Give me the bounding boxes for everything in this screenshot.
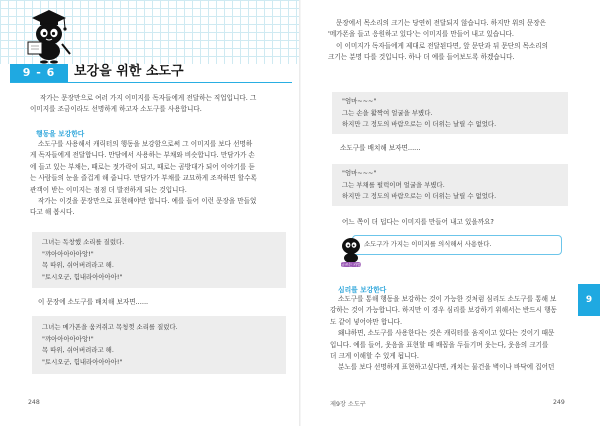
para-line: 분노를 보다 선명하게 표현하고싶다면, 캐치는 물건을 벽이나 바닥에 집어던 bbox=[338, 363, 555, 372]
para-line: 소도구를 통해 행동을 보강하는 것이 가능한 것처럼 심리도 소도구를 통해 보 bbox=[338, 295, 557, 303]
example-line: "엄마~~~" bbox=[342, 97, 377, 105]
example-line: 하지만 그 정도의 바람으로는 이 더위는 날릴 수 없었다. bbox=[342, 120, 497, 129]
section-title: 보강을 위한 소도구 bbox=[74, 64, 184, 79]
subhead-behavior: 행동을 보강한다 bbox=[36, 130, 85, 138]
page-number-left: 248 bbox=[28, 399, 40, 406]
example-box-after-2 bbox=[332, 164, 568, 206]
intro-line: 이미지를 조금이라도 선명하게 하고자 소도구를 사용합니다. bbox=[30, 105, 202, 114]
section-number: 9 - 6 bbox=[10, 64, 68, 82]
example-line: 목 따위, 쉬어버려라고 해. bbox=[42, 346, 114, 355]
example-line: 그녀는 독창했 소리를 질렀다. bbox=[42, 238, 125, 246]
intro-paragraph bbox=[30, 93, 286, 116]
para-line: 도 같이 넣어야만 합니다. bbox=[330, 317, 403, 326]
para-line: 더 크게 이해할 수 있게 됩니다. bbox=[330, 352, 420, 361]
paragraph-top bbox=[328, 18, 590, 64]
example-line: "토시오군, 힘내라아아아아!" bbox=[42, 272, 123, 281]
para-line: 문장에서 목소리의 크기는 당연히 전달되지 않습니다. 하지만 위의 문장은 bbox=[336, 19, 546, 27]
question-text: 어느 쪽이 더 덥다는 이미지를 만들어 내고 있을까요? bbox=[342, 218, 494, 226]
para-line: 에 들고 있는 부채는, 때로는 젓가락이 되고, 때로는 곰방대가 되어 이야기를 듣 bbox=[30, 162, 255, 171]
example-line: 하지만 그 정도의 바람으로는 이 더위는 날릴 수 없었다. bbox=[342, 192, 497, 201]
subhead-mind: 심리를 보강한다 bbox=[338, 286, 387, 294]
para-line: 이 이미지가 독자들에게 제대로 전달된다면, 앞 문단과 뒤 문단의 목소리의 bbox=[336, 41, 549, 50]
para-line: 입니다. 예를 들어, 웃음을 표현할 때 배꼽을 두들기며 웃는다, 웃음의 크기를 bbox=[330, 340, 549, 349]
para-line: 다고 해 봅시다. bbox=[30, 208, 75, 217]
paragraph-behavior bbox=[30, 139, 290, 219]
para-line: 게 독자들에게 전달합니다. 만담에서 사용하는 부채와 비슷합니다. 만담가가 손 bbox=[30, 151, 255, 160]
example-line: "꺄아아아아아앙!" bbox=[42, 334, 94, 343]
connector-text-2: 소도구를 배치해 보자면...... bbox=[340, 144, 421, 152]
example-line: 그는 손을 활짝여 얼굴을 부볐다. bbox=[342, 108, 433, 117]
example-line: 그는 부채를 펄럭이며 얼굴을 부볐다. bbox=[342, 180, 445, 189]
para-line: 강하는 것이 가능합니다. 하지만 이 경우 심리를 보강하기 위해서는 반드시 행동 bbox=[330, 306, 557, 315]
mascot-label: 글쓰는 카멜 bbox=[341, 262, 361, 267]
example-line: 목 따위, 쉬어버려라고 해. bbox=[42, 261, 114, 270]
example-box-before-2 bbox=[332, 92, 568, 134]
paragraph-mind bbox=[330, 294, 576, 374]
footer-chapter-label: 제9장 소도구 bbox=[330, 401, 366, 408]
intro-line: 작가는 문장만으로 여러 가지 이미지를 독자들에게 전달하는 직업입니다. 그 bbox=[40, 94, 257, 102]
example-line: 그녀는 메가폰을 움켜쥐고 목청껏 소리를 질렀다. bbox=[42, 323, 178, 331]
example-line: "토시오군, 힘내라아아아아!" bbox=[42, 357, 123, 366]
example-line: "꺄아아아아아앙!" bbox=[42, 249, 94, 258]
para-line: 왜냐하면, 소도구를 사용한다는 것은 캐릭터를 움직이고 있다는 것이기 때문 bbox=[338, 329, 555, 338]
para-line: 는 사람들의 눈을 즐겁게 해 줍니다. 만담가가 부채를 교묘하게 조작하면 할수록 bbox=[30, 174, 257, 183]
example-box-before bbox=[32, 232, 286, 288]
example-line: "엄마~~~" bbox=[342, 169, 377, 177]
para-line: 소도구를 사용해서 캐릭터의 행동을 보강함으로써 그 이미지를 보다 선명하 bbox=[38, 140, 253, 148]
chapter-tab: 9 bbox=[578, 284, 600, 316]
connector-text: 이 문장에 소도구를 배치해 보자면...... bbox=[38, 298, 149, 306]
page-number-right: 249 bbox=[553, 399, 565, 406]
example-box-after bbox=[32, 316, 286, 374]
tip-text: 소도구가 가지는 이미지를 의식해서 사용한다. bbox=[364, 240, 492, 248]
para-line: 작가는 이것을 문장만으로 표현해야만 합니다. 예를 들어 이런 문장을 만들었 bbox=[38, 197, 257, 206]
writer-mascot-icon bbox=[26, 6, 72, 64]
para-line: 크기는 분명 다를 것입니다. 하나 더 예를 들어보도록 하겠습니다. bbox=[328, 53, 515, 62]
para-line: '메가폰을 들고 응원하고 있다'는 이미지를 만들어 내고 있습니다. bbox=[328, 30, 515, 39]
para-line: 관객이 받는 이미지는 점점 더 발전하게 되는 것입니다. bbox=[30, 185, 187, 194]
